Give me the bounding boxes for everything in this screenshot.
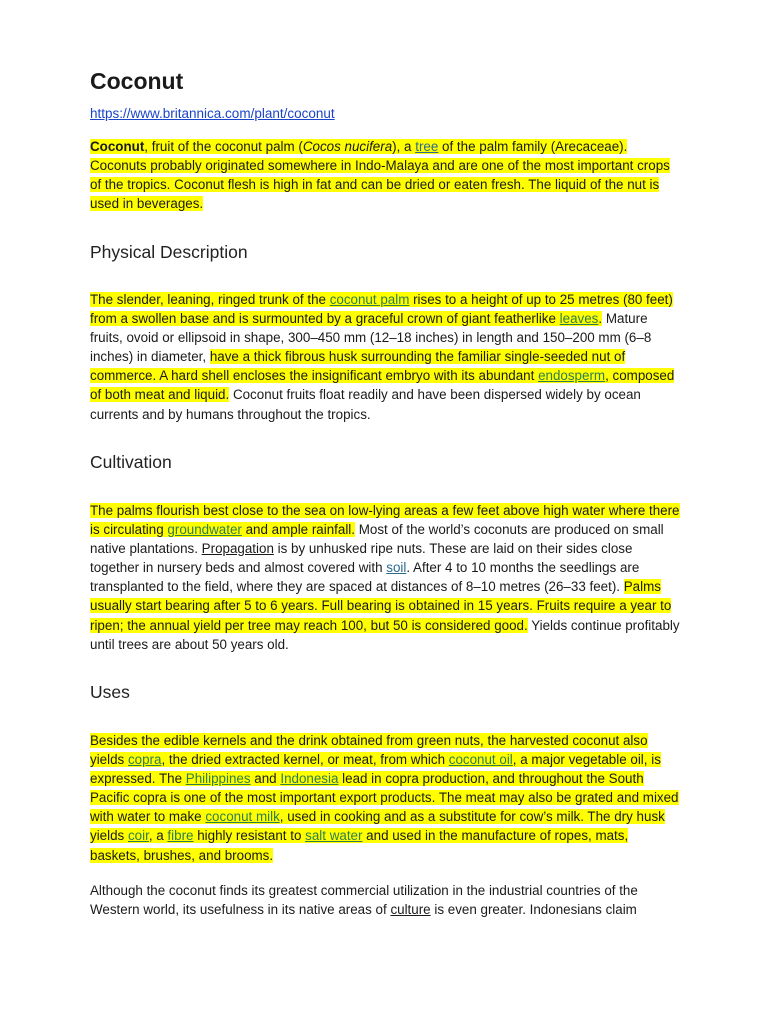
physical-text-4: Mature fruits, ovoid or ellipsoid in shape, 300–450 mm (12–18 inches) in length and 150–200 mm (6–8 inches) in diameter, [90, 311, 652, 365]
intro-text-3: of the palm family (Arecaceae). Coconuts probably originated somewhere in Indo-Malaya and are one of the most important crops of the tropics. [90, 139, 670, 193]
cultivation-text-3: Most of the world’s coconuts are produced on small native plantations. [90, 522, 664, 557]
term-culture[interactable]: culture [390, 902, 431, 918]
intro-text-1: , fruit of the coconut palm ( [144, 139, 303, 154]
intro-paragraph [90, 137, 680, 213]
link-coconut-oil[interactable]: coconut oil [448, 752, 513, 768]
link-leaves[interactable]: leaves [559, 311, 599, 327]
heading-cultivation: Cultivation [90, 452, 172, 472]
cultivation-text-7: Yields continue profitably until trees are about 50 years old. [90, 617, 680, 652]
link-coconut-palm[interactable]: coconut palm [329, 292, 410, 307]
species-name: Cocos nucifera [302, 139, 393, 154]
link-groundwater[interactable]: groundwater [167, 522, 242, 538]
cultivation-text-2: and ample rainfall. [241, 522, 355, 538]
term-coconut: Coconut [90, 139, 145, 154]
physical-text-3: . [598, 311, 603, 327]
uses-text-1: Besides the edible kernels and the drink obtained from green nuts, the harvested coconut also yields [90, 733, 648, 768]
uses-text-2: , the dried extracted kernel, or meat, from which [161, 752, 449, 768]
link-tree[interactable]: tree [415, 139, 439, 154]
uses-text-7: , used in cooking and as a substitute for cow’s milk. The dry husk yields [90, 809, 665, 844]
link-endosperm[interactable]: endosperm [538, 368, 606, 384]
physical-text-2: rises to a height of up to 25 metres (80 feet) from a swollen base and is surmounted by a graceful crown of giant featherlike [90, 292, 673, 327]
intro-text-4: Coconut flesh is high in fat and can be dried or eaten fresh. The liquid of the nut is used in beverages. [90, 177, 660, 212]
link-fibre[interactable]: fibre [167, 828, 194, 844]
physical-text-6: , composed of both meat and liquid. [90, 368, 675, 403]
cultivation-text-1: The palms flourish best close to the sea on low-lying areas a few feet above high water where there is circulating [90, 503, 680, 538]
link-coconut-milk[interactable]: coconut milk [205, 809, 280, 825]
uses-paragraph [90, 731, 680, 865]
heading-physical-description: Physical Description [90, 242, 248, 262]
link-copra[interactable]: copra [127, 752, 162, 768]
heading-uses: Uses [90, 682, 130, 702]
uses-text-5: lead in copra production, and throughout the South Pacific copra is one of the most important export products. [90, 771, 644, 806]
uses-text-3: , a major vegetable oil, is expressed. The [90, 752, 661, 787]
closing-text-1: Although the coconut finds its greatest commercial utilization in the industrial countries of the Western world, its usefulness in its native areas of [90, 883, 638, 918]
page-title: Coconut [90, 68, 184, 94]
link-soil[interactable]: soil [386, 560, 407, 576]
closing-text-2: is even greater. Indonesians claim [430, 902, 637, 918]
link-philippines[interactable]: Philippines [185, 771, 251, 787]
cultivation-paragraph [90, 501, 680, 654]
uses-text-9: highly resistant to [193, 828, 306, 844]
cultivation-text-5: . After 4 to 10 months the seedlings are transplanted to the field, where they are spaced at distances of 8–10 metres (26–33 feet). [90, 560, 640, 595]
physical-text-7: Coconut fruits float readily and have been dispersed widely by ocean currents and by humans throughout the tropics. [90, 387, 641, 422]
term-propagation[interactable]: Propagation [201, 541, 274, 557]
link-salt-water[interactable]: salt water [305, 828, 363, 844]
uses-text-6: The meat may also be grated and mixed with water to make [90, 790, 679, 825]
uses-text-8: , a [148, 828, 168, 844]
intro-text-2: ), a [392, 139, 416, 154]
closing-paragraph [90, 881, 680, 919]
physical-text-1: The slender, leaning, ringed trunk of the [90, 292, 330, 307]
cultivation-text-4: is by unhusked ripe nuts. These are laid on their sides close together in nursery beds and almost covered with [90, 541, 633, 576]
link-indonesia[interactable]: Indonesia [280, 771, 339, 787]
cultivation-text-6: Palms usually start bearing after 5 to 6 years. Full bearing is obtained in 15 years. Fruits require a year to ripen; the annual yield per tree may reach 100, but 50 is considered good. [90, 579, 672, 633]
physical-paragraph [90, 290, 680, 424]
uses-text-4: and [250, 771, 281, 787]
uses-text-10: and used in the manufacture of ropes, mats, baskets, brushes, and brooms. [90, 828, 629, 863]
physical-text-5: have a thick fibrous husk surrounding the familiar single-seeded nut of commerce. A hard shell encloses the insignificant embryo with its abundant [90, 349, 626, 384]
source-link[interactable]: https://www.britannica.com/plant/coconut [90, 106, 335, 121]
link-coir[interactable]: coir [127, 828, 149, 844]
